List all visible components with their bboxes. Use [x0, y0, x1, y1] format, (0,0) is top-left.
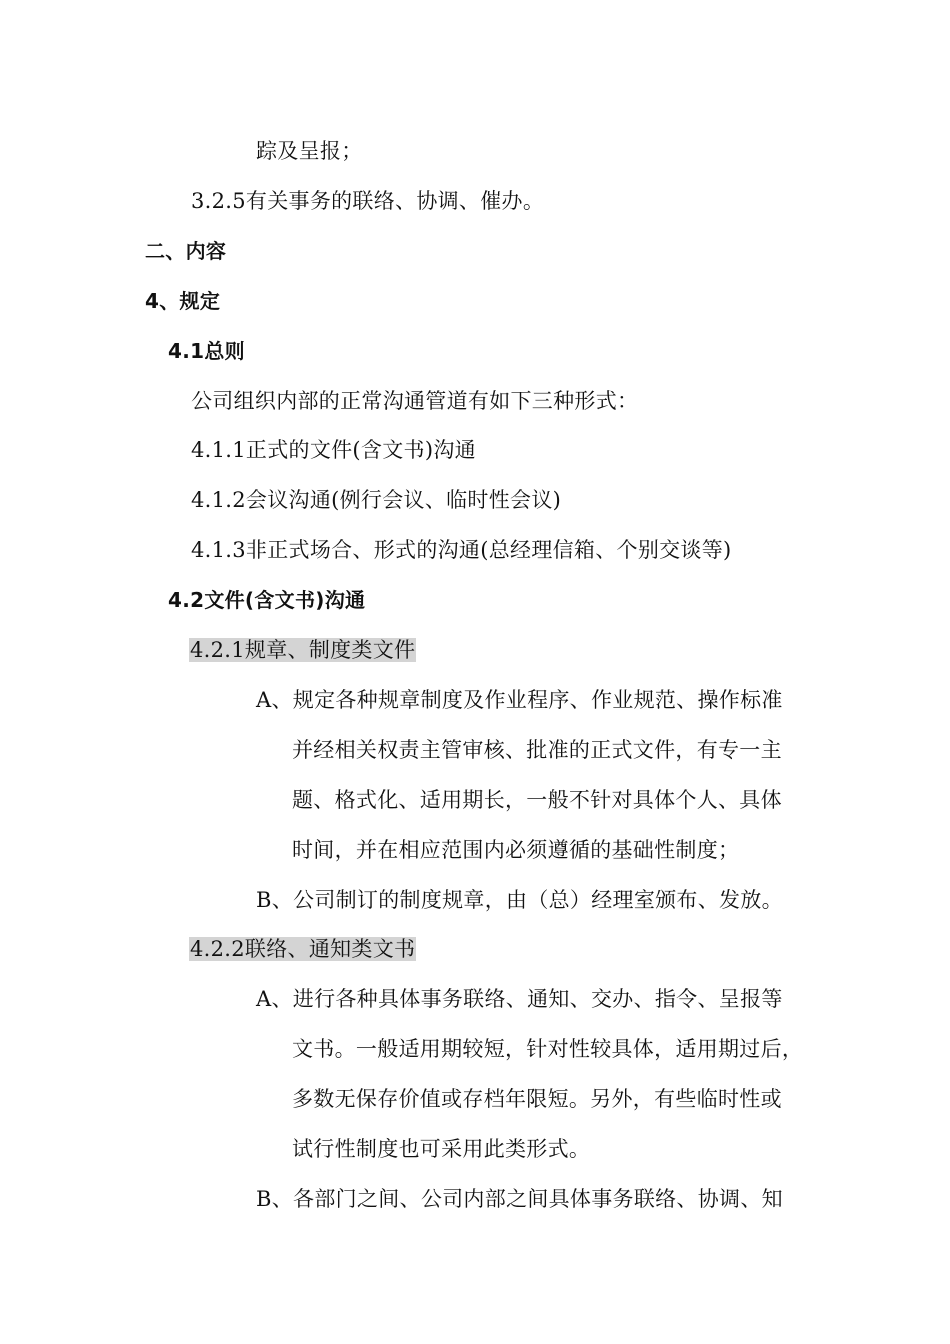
item-a-notices-cont-2: 多数无保存价值或存档年限短。另外，有些临时性或 [292, 1087, 782, 1111]
clause-4-1-1: 4.1.1正式的文件(含文书)沟通 [191, 438, 476, 462]
clause-4-1-2: 4.1.2会议沟通(例行会议、临时性会议) [191, 488, 562, 512]
heading-4-regulations: 4、规定 [145, 289, 221, 313]
clause-4-1-3: 4.1.3非正式场合、形式的沟通(总经理信箱、个别交谈等) [191, 538, 732, 562]
section-heading-content: 二、内容 [145, 239, 227, 263]
item-b-rules: B、公司制订的制度规章，由（总）经理室颁布、发放。 [256, 888, 783, 912]
continued-text-line: 踪及呈报； [256, 139, 363, 163]
paragraph-channels-intro: 公司组织内部的正常沟通管道有如下三种形式： [191, 389, 639, 413]
item-a-notices: A、进行各种具体事务联络、通知、交办、指令、呈报等 [256, 987, 783, 1011]
item-a-rules-cont-3: 时间，并在相应范围内必须遵循的基础性制度； [292, 838, 740, 862]
item-a-notices-cont-3: 试行性制度也可采用此类形式。 [292, 1137, 591, 1161]
clause-3-2-5: 3.2.5有关事务的联络、协调、催办。 [191, 189, 545, 213]
item-a-rules-cont-2: 题、格式化、适用期长，一般不针对具体个人、具体 [292, 788, 782, 812]
highlighted-text: 4.2.2联络、通知类文书 [190, 937, 416, 961]
clause-4-2-2 [189, 935, 416, 963]
clause-4-2-1 [189, 636, 416, 664]
item-a-rules-cont-1: 并经相关权责主管审核、批准的正式文件，有专一主 [292, 738, 782, 762]
item-a-rules: A、规定各种规章制度及作业程序、作业规范、操作标准 [256, 688, 783, 712]
item-b-notices: B、各部门之间、公司内部之间具体事务联络、协调、知 [256, 1187, 783, 1211]
heading-4-2-documents: 4.2文件(含文书)沟通 [168, 588, 366, 612]
item-a-notices-cont-1: 文书。一般适用期较短，针对性较具体，适用期过后， [292, 1037, 804, 1061]
heading-4-1-general: 4.1总则 [168, 339, 245, 363]
highlighted-text: 4.2.1规章、制度类文件 [190, 638, 416, 662]
